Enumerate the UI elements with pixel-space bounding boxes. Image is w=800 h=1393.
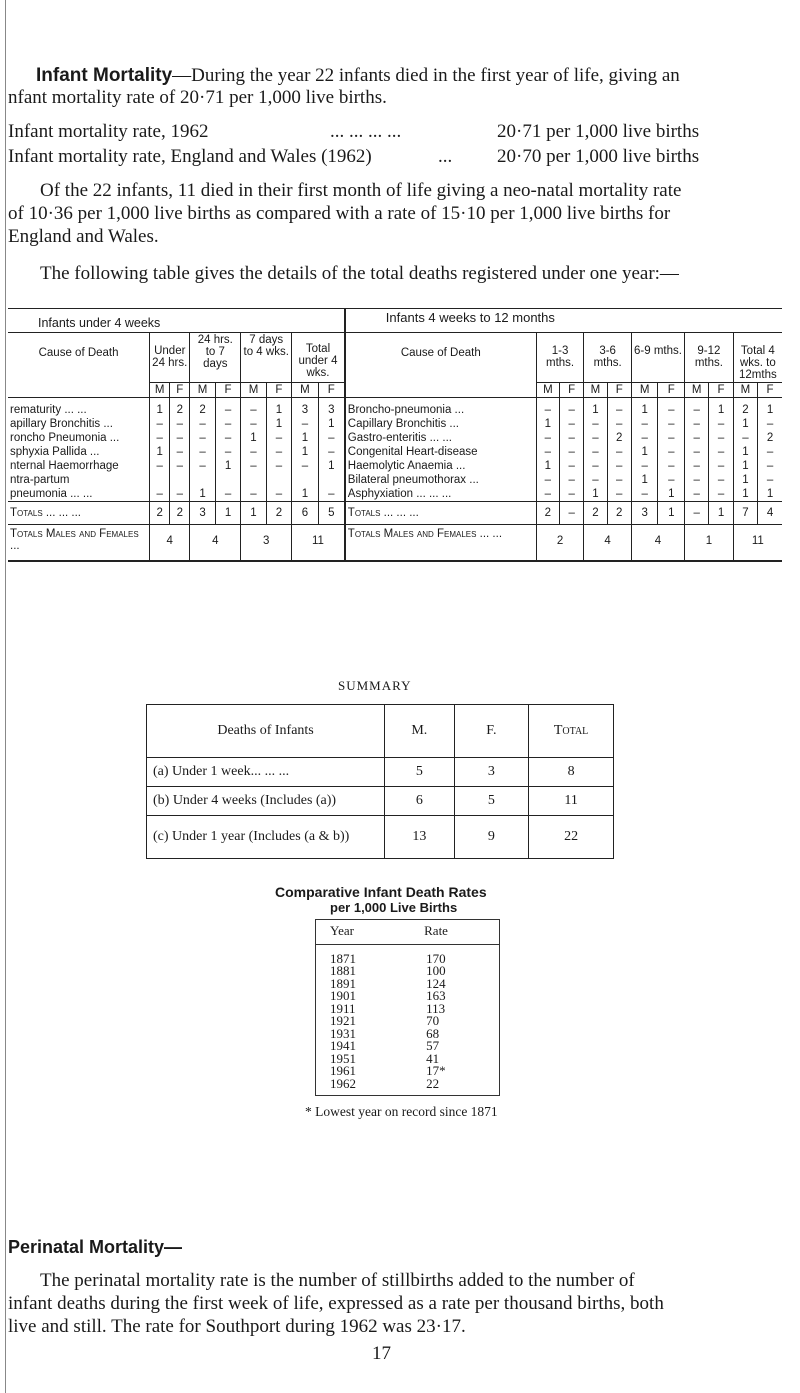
right-value-cell: –: [758, 459, 782, 473]
right-cause-header: Cause of Death: [345, 333, 536, 398]
mf-header-f: F: [215, 383, 240, 398]
right-total-cell: 7: [733, 502, 757, 525]
right-mf-total-cell: 4: [631, 525, 684, 562]
infant-mortality-heading: Infant Mortality: [36, 65, 173, 86]
table-row: [8, 417, 782, 431]
right-value-cell: –: [709, 445, 733, 459]
page-margin-line: [5, 0, 6, 1393]
left-cause-cell: roncho Pneumonia ...: [10, 432, 120, 444]
left-total-cell: 1: [215, 502, 240, 525]
left-cause-cell: ntra-partum: [10, 474, 70, 486]
right-mf-total-cell: 1: [685, 525, 734, 562]
mf-header-m: M: [150, 383, 170, 398]
left-value-cell: –: [150, 459, 170, 473]
intro-line-2: nfant mortality rate of 20·71 per 1,000 live births.: [8, 87, 387, 108]
left-value-cell: –: [241, 398, 266, 418]
right-value-cell: 1: [758, 398, 782, 418]
right-value-cell: –: [584, 473, 607, 487]
summary-title: SUMMARY: [338, 678, 412, 693]
rate-row-2-label: Infant mortality rate, England and Wales (1962): [8, 146, 372, 167]
right-value-cell: 1: [536, 459, 559, 473]
right-value-cell: –: [584, 459, 607, 473]
left-value-cell: –: [318, 445, 345, 459]
left-value-cell: –: [150, 417, 170, 431]
left-value-cell: –: [241, 445, 266, 459]
right-value-cell: –: [560, 473, 584, 487]
right-value-cell: –: [658, 473, 685, 487]
rates-row: [316, 1078, 500, 1096]
rates-year-cell: 1951: [330, 1050, 356, 1066]
right-value-cell: –: [607, 487, 631, 502]
rates-rate-cell: 68: [426, 1025, 440, 1041]
right-value-cell: –: [560, 445, 584, 459]
table-row: [8, 459, 782, 473]
right-period-5: Total 4 wks. to 12mths: [733, 333, 782, 383]
right-value-cell: 2: [733, 398, 757, 418]
left-period-1: Under 24 hrs.: [150, 333, 190, 383]
right-value-cell: –: [685, 459, 709, 473]
rates-rate-cell: 17*: [426, 1063, 446, 1078]
right-value-cell: –: [631, 459, 658, 473]
mf-header-m: M: [190, 383, 215, 398]
left-value-cell: –: [215, 445, 240, 459]
rates-rate-cell: 124: [426, 975, 446, 991]
left-value-cell: 2: [170, 398, 190, 418]
left-value-cell: –: [150, 487, 170, 502]
right-value-cell: 1: [733, 417, 757, 431]
left-value-cell: –: [170, 431, 190, 445]
left-cause-cell: rematurity ... ...: [10, 404, 87, 416]
rate-row-1-label: Infant mortality rate, 1962: [8, 121, 209, 142]
perinatal-line-1: The perinatal mortality rate is the number of stillbirths added to the number of: [40, 1270, 635, 1291]
rate-row-2-dots: ...: [438, 146, 453, 167]
table-row: [8, 473, 782, 487]
mf-header-m: M: [536, 383, 559, 398]
mf-header-m: M: [631, 383, 658, 398]
right-value-cell: –: [733, 431, 757, 445]
summary-header-f: F.: [454, 705, 529, 758]
left-value-cell: –: [190, 459, 215, 473]
mf-header-f: F: [607, 383, 631, 398]
left-value-cell: [170, 473, 190, 487]
left-value-cell: [190, 473, 215, 487]
para2-line-3: England and Wales.: [8, 226, 159, 247]
left-value-cell: [266, 473, 291, 487]
left-value-cell: –: [215, 417, 240, 431]
rates-year-cell: 1911: [330, 1000, 356, 1016]
right-period-1: 1-3 mths.: [536, 333, 584, 383]
right-total-cell: 2: [607, 502, 631, 525]
mf-header-f: F: [658, 383, 685, 398]
right-value-cell: 1: [733, 459, 757, 473]
left-mf-total-cell: 11: [292, 525, 345, 562]
right-value-cell: –: [560, 431, 584, 445]
left-value-cell: –: [318, 431, 345, 445]
table-row: [8, 487, 782, 502]
summary-row-c-m: 13: [385, 816, 454, 859]
rates-year-cell: 1891: [330, 975, 356, 991]
right-value-cell: –: [607, 398, 631, 418]
left-value-cell: 1: [150, 398, 170, 418]
rate-row-2-value: 20·70 per 1,000 live births: [497, 146, 700, 167]
right-value-cell: 1: [631, 398, 658, 418]
right-value-cell: –: [709, 459, 733, 473]
left-value-cell: –: [241, 417, 266, 431]
left-value-cell: –: [215, 487, 240, 502]
summary-header-m: M.: [385, 705, 454, 758]
summary-row-c-label: (c) Under 1 year (Includes (a & b)): [147, 816, 385, 859]
summary-row-b-total: 11: [529, 787, 614, 816]
left-value-cell: –: [150, 431, 170, 445]
right-value-cell: –: [584, 417, 607, 431]
left-value-cell: –: [266, 445, 291, 459]
right-value-cell: 1: [631, 473, 658, 487]
left-value-cell: [215, 473, 240, 487]
right-value-cell: –: [709, 487, 733, 502]
rates-rate-cell: 113: [426, 1000, 446, 1016]
right-value-cell: –: [685, 487, 709, 502]
page-number: 17: [372, 1343, 391, 1364]
right-mf-total-cell: 4: [584, 525, 632, 562]
rate-row-1-value: 20·71 per 1,000 live births: [497, 121, 700, 142]
table-row: [8, 431, 782, 445]
left-value-cell: –: [292, 417, 319, 431]
right-value-cell: 1: [584, 487, 607, 502]
summary-row-a-f: 3: [454, 758, 529, 787]
right-mf-total-cell: 2: [536, 525, 584, 562]
summary-row-a-total: 8: [529, 758, 614, 787]
left-totals-label: Totals ... ... ...: [10, 507, 82, 519]
right-total-cell: 4: [758, 502, 782, 525]
right-value-cell: –: [709, 431, 733, 445]
right-period-3: 6-9 mths.: [631, 333, 684, 383]
left-value-cell: [292, 473, 319, 487]
perinatal-line-2: infant deaths during the first week of life, expressed as a rate per thousand births, both: [8, 1293, 664, 1314]
rates-row: [316, 944, 500, 965]
left-total-cell: 2: [150, 502, 170, 525]
rates-rate-cell: 41: [426, 1050, 440, 1066]
right-value-cell: –: [685, 431, 709, 445]
left-value-cell: –: [266, 487, 291, 502]
right-value-cell: –: [685, 473, 709, 487]
perinatal-line-3: live and still. The rate for Southport during 1962 was 23·17.: [8, 1316, 466, 1337]
left-value-cell: 1: [241, 431, 266, 445]
left-total-cell: 3: [190, 502, 215, 525]
right-value-cell: –: [658, 459, 685, 473]
right-value-cell: –: [758, 417, 782, 431]
right-value-cell: –: [536, 473, 559, 487]
right-value-cell: 1: [758, 487, 782, 502]
summary-row-a-label: (a) Under 1 week... ... ...: [147, 758, 385, 787]
left-value-cell: 1: [292, 487, 319, 502]
right-cause-cell: Asphyxiation ... ... ...: [345, 487, 536, 502]
summary-row-b-m: 6: [385, 787, 454, 816]
right-total-cell: 3: [631, 502, 658, 525]
right-cause-cell: Bilateral pneumothorax ...: [345, 473, 536, 487]
right-value-cell: 2: [607, 431, 631, 445]
para2-line-2: of 10·36 per 1,000 live births as compared with a rate of 15·10 per 1,000 live births for: [8, 203, 671, 224]
left-mf-totals-label: Totals Males and Females ...: [10, 528, 139, 552]
right-value-cell: 2: [758, 431, 782, 445]
rates-year-cell: 1962: [330, 1075, 356, 1091]
left-value-cell: 1: [292, 445, 319, 459]
right-value-cell: –: [709, 417, 733, 431]
right-value-cell: –: [758, 445, 782, 459]
left-group-title: Infants under 4 weeks: [38, 316, 161, 330]
deaths-table: [8, 308, 782, 562]
right-group-title: Infants 4 weeks to 12 months: [345, 309, 782, 333]
right-value-cell: –: [685, 398, 709, 418]
left-value-cell: [241, 473, 266, 487]
para2-line-1: Of the 22 infants, 11 died in their first month of life giving a neo-natal mortality rate: [40, 180, 682, 201]
right-mf-total-cell: 11: [733, 525, 782, 562]
right-value-cell: –: [607, 473, 631, 487]
rate-row-1-dots: ... ... ... ...: [330, 121, 402, 142]
right-value-cell: –: [584, 431, 607, 445]
right-value-cell: –: [607, 417, 631, 431]
right-value-cell: –: [536, 445, 559, 459]
left-value-cell: 1: [150, 445, 170, 459]
right-totals-label: Totals ... ... ...: [345, 502, 536, 525]
rates-year-cell: 1931: [330, 1025, 356, 1041]
rates-year-cell: 1871: [330, 950, 356, 966]
rates-rate-cell: 70: [426, 1013, 440, 1028]
left-value-cell: –: [215, 431, 240, 445]
rates-rate-cell: 163: [426, 988, 446, 1003]
right-mf-totals-label: Totals Males and Females ... ...: [345, 525, 536, 562]
right-total-cell: –: [560, 502, 584, 525]
comparative-footnote: * Lowest year on record since 1871: [305, 1104, 498, 1119]
right-cause-cell: Broncho-pneumonia ...: [345, 398, 536, 418]
comparative-title-1: Comparative Infant Death Rates: [275, 884, 487, 900]
right-value-cell: –: [758, 473, 782, 487]
rates-rate-cell: 100: [426, 963, 446, 978]
right-total-cell: 1: [709, 502, 733, 525]
left-value-cell: 3: [292, 398, 319, 418]
left-total-cell: 5: [318, 502, 345, 525]
right-value-cell: –: [658, 398, 685, 418]
rates-header-year: Year: [330, 923, 354, 938]
left-total-cell: 2: [170, 502, 190, 525]
perinatal-heading: Perinatal Mortality—: [8, 1237, 183, 1257]
rates-year-cell: 1941: [330, 1038, 356, 1053]
left-value-cell: [150, 473, 170, 487]
left-value-cell: –: [190, 431, 215, 445]
right-period-4: 9-12 mths.: [685, 333, 734, 383]
right-value-cell: –: [560, 417, 584, 431]
right-value-cell: –: [607, 445, 631, 459]
left-value-cell: –: [215, 398, 240, 418]
left-value-cell: –: [266, 459, 291, 473]
left-cause-cell: pneumonia ... ...: [10, 488, 93, 500]
mf-header-f: F: [758, 383, 782, 398]
left-value-cell: 1: [266, 398, 291, 418]
right-value-cell: –: [658, 445, 685, 459]
mf-header-m: M: [292, 383, 319, 398]
right-value-cell: –: [658, 417, 685, 431]
left-value-cell: [318, 473, 345, 487]
left-value-cell: –: [292, 459, 319, 473]
left-value-cell: 1: [266, 417, 291, 431]
rates-year-cell: 1901: [330, 988, 356, 1003]
comparative-title-2: per 1,000 Live Births: [330, 900, 458, 915]
mf-header-f: F: [170, 383, 190, 398]
right-value-cell: –: [658, 431, 685, 445]
left-total-cell: 1: [241, 502, 266, 525]
left-cause-cell: apillary Bronchitis ...: [10, 418, 113, 430]
rates-year-cell: 1881: [330, 963, 356, 978]
right-value-cell: –: [560, 459, 584, 473]
right-value-cell: –: [560, 398, 584, 418]
right-value-cell: –: [631, 417, 658, 431]
right-cause-cell: Haemolytic Anaemia ...: [345, 459, 536, 473]
right-value-cell: 1: [709, 398, 733, 418]
summary-row-c-total: 22: [529, 816, 614, 859]
summary-row-b-label: (b) Under 4 weeks (Includes (a)): [147, 787, 385, 816]
left-value-cell: –: [266, 431, 291, 445]
summary-header-total: Total: [529, 705, 614, 758]
left-period-2: 24 hrs. to 7 days: [190, 333, 241, 383]
left-value-cell: 1: [318, 417, 345, 431]
rates-year-cell: 1961: [330, 1063, 356, 1078]
left-value-cell: –: [318, 487, 345, 502]
left-value-cell: –: [170, 417, 190, 431]
mf-header-f: F: [266, 383, 291, 398]
left-value-cell: –: [190, 417, 215, 431]
rates-rate-cell: 22: [426, 1075, 440, 1091]
summary-table: [146, 704, 614, 859]
right-value-cell: –: [536, 431, 559, 445]
left-value-cell: –: [190, 445, 215, 459]
left-value-cell: –: [241, 459, 266, 473]
left-value-cell: –: [241, 487, 266, 502]
right-value-cell: 1: [658, 487, 685, 502]
left-value-cell: 2: [190, 398, 215, 418]
rates-rate-cell: 170: [426, 950, 446, 966]
right-value-cell: –: [536, 398, 559, 418]
right-cause-cell: Gastro-enteritis ... ...: [345, 431, 536, 445]
right-value-cell: 1: [631, 445, 658, 459]
left-value-cell: 1: [215, 459, 240, 473]
mf-header-m: M: [241, 383, 266, 398]
left-value-cell: 3: [318, 398, 345, 418]
right-total-cell: 1: [658, 502, 685, 525]
left-value-cell: –: [170, 445, 190, 459]
mf-header-m: M: [733, 383, 757, 398]
mf-header-f: F: [560, 383, 584, 398]
right-value-cell: –: [536, 487, 559, 502]
left-mf-total-cell: 4: [150, 525, 190, 562]
right-total-cell: 2: [584, 502, 607, 525]
right-value-cell: 1: [584, 398, 607, 418]
summary-row-b-f: 5: [454, 787, 529, 816]
mf-header-f: F: [709, 383, 733, 398]
right-value-cell: 1: [536, 417, 559, 431]
left-total-cell: 2: [266, 502, 291, 525]
mf-header-f: F: [318, 383, 345, 398]
left-period-3: 7 days to 4 wks.: [241, 333, 292, 383]
left-value-cell: –: [170, 487, 190, 502]
right-value-cell: –: [560, 487, 584, 502]
left-value-cell: –: [170, 459, 190, 473]
right-value-cell: –: [584, 445, 607, 459]
right-value-cell: –: [685, 445, 709, 459]
rates-header-rate: Rate: [424, 923, 448, 938]
left-cause-cell: sphyxia Pallida ...: [10, 446, 100, 458]
summary-header-deaths: Deaths of Infants: [147, 705, 385, 758]
rates-rate-cell: 57: [426, 1038, 440, 1053]
right-cause-cell: Congenital Heart-disease: [345, 445, 536, 459]
para3: The following table gives the details of the total deaths registered under one year:—: [40, 263, 679, 284]
left-mf-total-cell: 4: [190, 525, 241, 562]
summary-row-c-f: 9: [454, 816, 529, 859]
left-mf-total-cell: 3: [241, 525, 292, 562]
left-value-cell: 1: [190, 487, 215, 502]
left-value-cell: 1: [292, 431, 319, 445]
summary-row-a-m: 5: [385, 758, 454, 787]
left-value-cell: 1: [318, 459, 345, 473]
mf-header-m: M: [685, 383, 709, 398]
right-value-cell: 1: [733, 445, 757, 459]
left-cause-cell: nternal Haemorrhage: [10, 460, 119, 472]
left-cause-header: Cause of Death: [38, 347, 119, 359]
left-total-cell: 6: [292, 502, 319, 525]
mf-header-m: M: [584, 383, 607, 398]
right-value-cell: 1: [733, 473, 757, 487]
right-value-cell: –: [709, 473, 733, 487]
right-cause-cell: Capillary Bronchitis ...: [345, 417, 536, 431]
right-total-cell: 2: [536, 502, 559, 525]
intro-line-1: [36, 65, 680, 87]
table-row: [8, 445, 782, 459]
right-period-2: 3-6 mths.: [584, 333, 632, 383]
rates-year-cell: 1921: [330, 1013, 356, 1028]
intro-line-1-text: —During the year 22 infants died in the first year of life, giving an: [172, 65, 680, 86]
right-value-cell: –: [685, 417, 709, 431]
right-total-cell: –: [685, 502, 709, 525]
right-value-cell: –: [607, 459, 631, 473]
right-value-cell: –: [631, 487, 658, 502]
table-row: [8, 398, 782, 418]
right-value-cell: –: [631, 431, 658, 445]
comparative-rates-table: [315, 919, 500, 1096]
right-value-cell: 1: [733, 487, 757, 502]
left-period-4: Total under 4 wks.: [292, 333, 345, 383]
